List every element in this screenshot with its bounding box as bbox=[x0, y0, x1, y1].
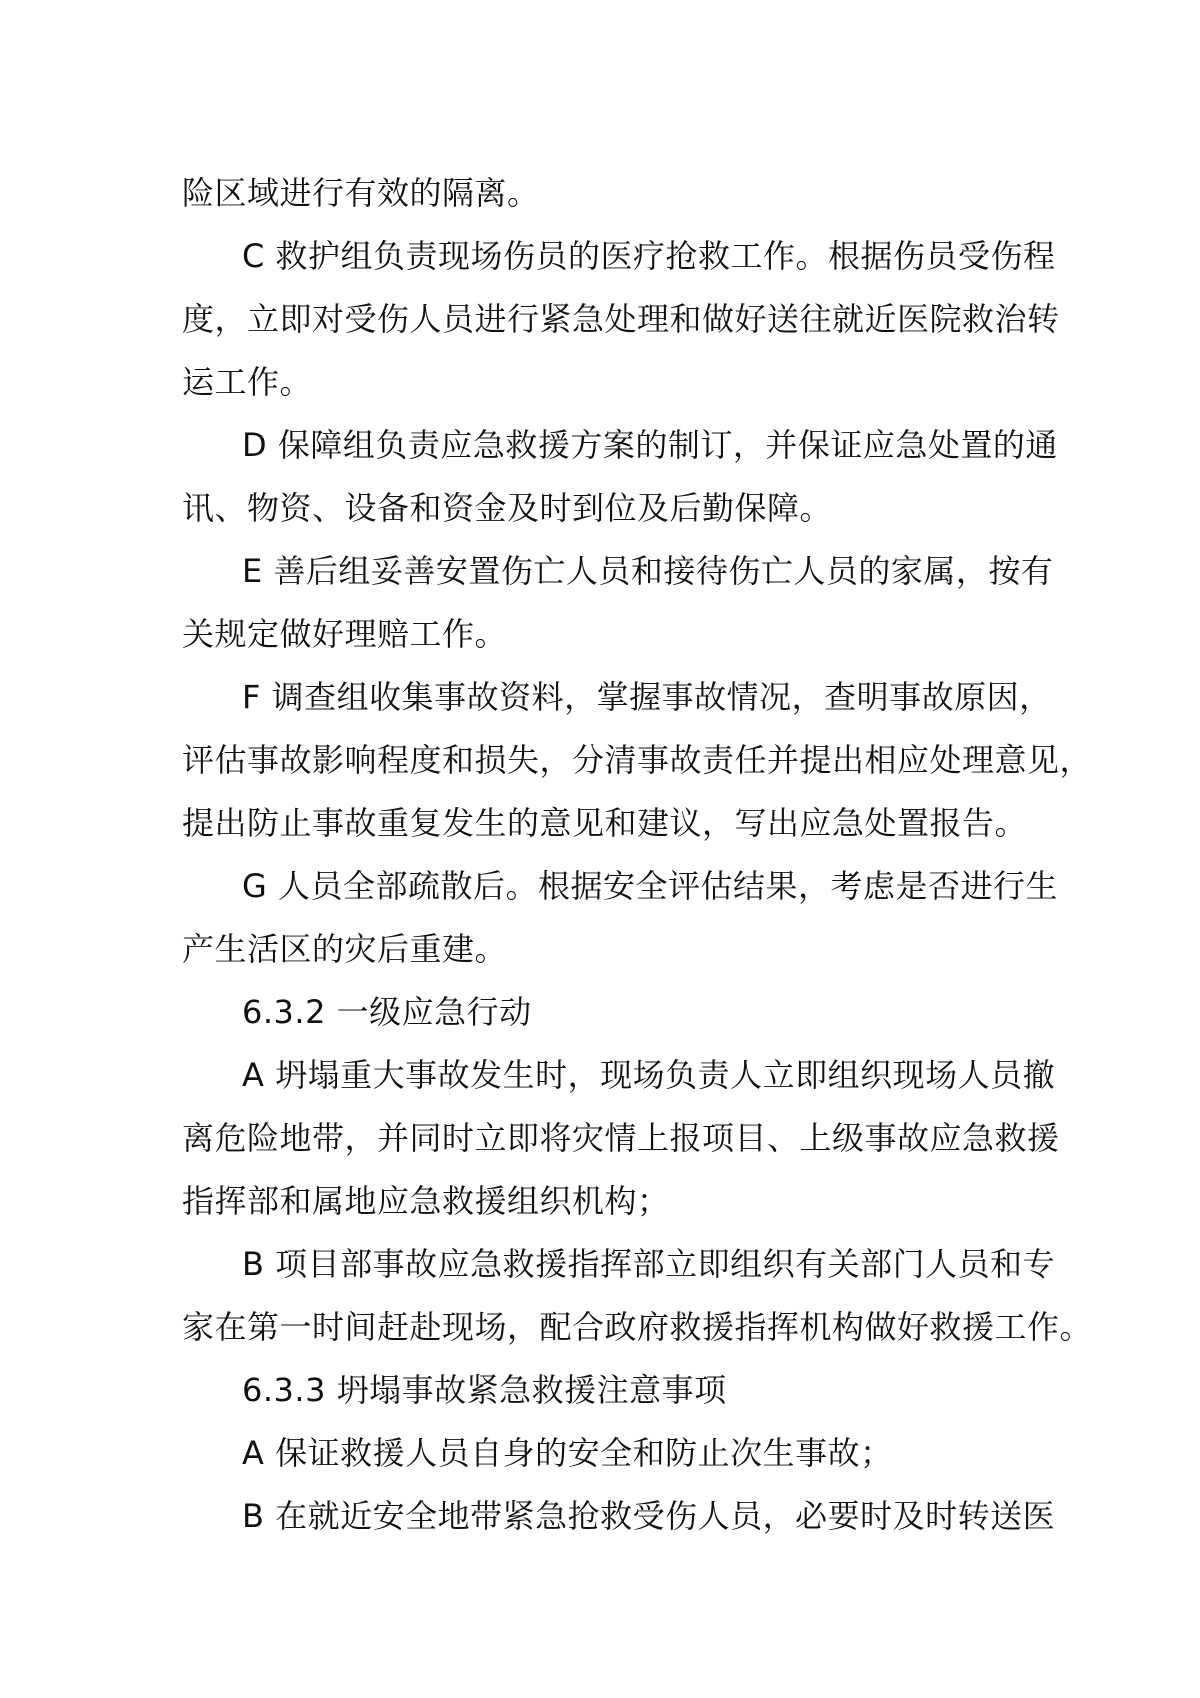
text-line: 家在第一时间赶赴现场，配合政府救援指挥机构做好救援工作。 bbox=[182, 1308, 1093, 1346]
section-heading-6-3-3: 6.3.3 坍塌事故紧急救援注意事项 bbox=[242, 1371, 727, 1409]
text-line: 产生活区的灾后重建。 bbox=[182, 930, 508, 968]
paragraph-e-line: E 善后组妥善安置伤亡人员和接待伤亡人员的家属，按有 bbox=[242, 552, 1054, 590]
text-line: 险区域进行有效的隔离。 bbox=[182, 174, 540, 212]
text-line: 运工作。 bbox=[182, 363, 313, 401]
text-line: 关规定做好理赔工作。 bbox=[182, 615, 508, 653]
paragraph-b-line: B 项目部事故应急救援指挥部立即组织有关部门人员和专 bbox=[242, 1245, 1056, 1283]
text-line: 度，立即对受伤人员进行紧急处理和做好送往就近医院救治转 bbox=[182, 300, 1060, 338]
paragraph-d-line: D 保障组负责应急救援方案的制订，并保证应急处置的通 bbox=[242, 426, 1058, 464]
paragraph-a-line: A 保证救援人员自身的安全和防止次生事故； bbox=[242, 1434, 893, 1472]
text-line: 离危险地带，并同时立即将灾情上报项目、上级事故应急救援 bbox=[182, 1119, 1060, 1157]
body-text bbox=[182, 162, 1093, 1548]
section-heading-6-3-2: 6.3.2 一级应急行动 bbox=[242, 993, 532, 1031]
text-line: 提出防止事故重复发生的意见和建议，写出应急处置报告。 bbox=[182, 804, 1028, 842]
paragraph-a-line: A 坍塌重大事故发生时，现场负责人立即组织现场人员撤 bbox=[242, 1056, 1056, 1094]
paragraph-f-line: F 调查组收集事故资料，掌握事故情况，查明事故原因， bbox=[242, 678, 1052, 716]
paragraph-b-line: B 在就近安全地带紧急抢救受伤人员，必要时及时转送医 bbox=[242, 1497, 1056, 1535]
paragraph-g-line: G 人员全部疏散后。根据安全评估结果，考虑是否进行生 bbox=[242, 867, 1058, 905]
text-line: 讯、物资、设备和资金及时到位及后勤保障。 bbox=[182, 489, 833, 527]
text-line: 评估事故影响程度和损失，分清事故责任并提出相应处理意见， bbox=[182, 741, 1093, 779]
paragraph-c-line: C 救护组负责现场伤员的医疗抢救工作。根据伤员受伤程 bbox=[242, 237, 1056, 275]
text-line: 指挥部和属地应急救援组织机构； bbox=[182, 1182, 670, 1220]
